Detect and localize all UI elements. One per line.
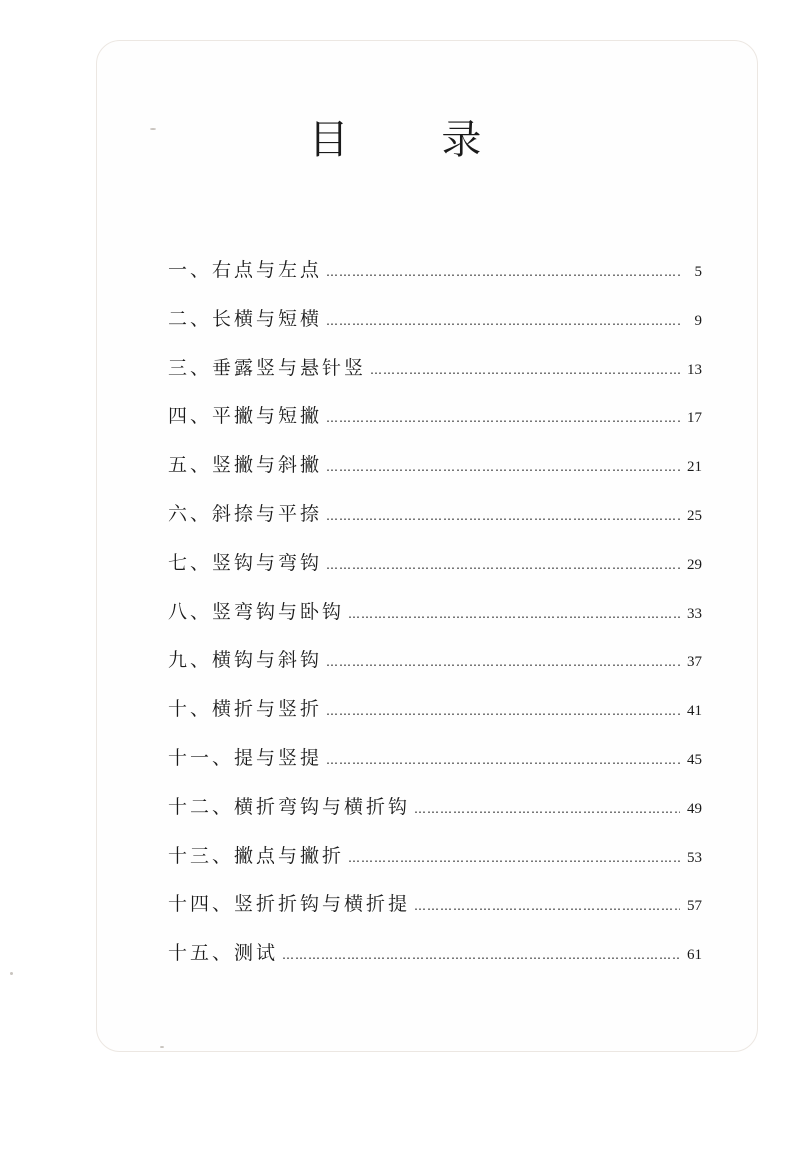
toc-entry-title: 斜捺与平捺 — [212, 502, 323, 525]
dot-leader — [326, 445, 680, 489]
toc-entry-title: 右点与左点 — [212, 259, 323, 281]
toc-entry[interactable] — [168, 931, 702, 980]
toc-entry-number: 一、 — [168, 259, 213, 281]
toc-entry-number: 八、 — [168, 600, 213, 623]
dot-leader — [414, 884, 680, 928]
toc-entry-number: 九、 — [168, 649, 213, 672]
dot-leader — [326, 299, 680, 343]
dot-leader — [370, 348, 680, 392]
toc-entry-page-number: 57 — [687, 898, 702, 915]
dot-leader — [326, 494, 680, 538]
toc-entry-page-number: 13 — [687, 361, 702, 378]
toc-entry-title: 竖撇与斜撇 — [212, 454, 323, 477]
toc-entry-title: 竖弯钩与卧钩 — [212, 600, 345, 623]
toc-entry[interactable] — [168, 785, 702, 834]
toc-entry[interactable] — [168, 736, 702, 785]
toc-entry-page-number: 45 — [687, 751, 702, 768]
toc-entry-title: 横折与竖折 — [212, 698, 323, 721]
toc-entry-page-number: 25 — [687, 507, 702, 524]
dot-leader — [326, 543, 680, 587]
page-title: 目 录 — [308, 117, 522, 163]
toc-entry-number: 七、 — [168, 551, 213, 574]
dot-leader — [326, 640, 680, 684]
toc-entry[interactable] — [168, 638, 702, 687]
toc-entry-page-number: 37 — [687, 654, 702, 671]
toc-entry-number: 二、 — [168, 307, 213, 330]
toc-entry-page-number: 29 — [687, 556, 702, 573]
toc-entry[interactable] — [168, 882, 702, 931]
dot-leader — [414, 787, 680, 831]
toc-entry-title: 垂露竖与悬针竖 — [212, 356, 367, 379]
toc-entry[interactable] — [168, 834, 702, 883]
toc-entry-page-number: 49 — [687, 800, 702, 817]
toc-entry-title: 横钩与斜钩 — [212, 649, 323, 672]
dot-leader — [326, 396, 680, 440]
toc-entry-title: 长横与短横 — [212, 307, 323, 330]
toc-entry[interactable] — [168, 443, 702, 492]
toc-entry-page-number: 17 — [687, 410, 702, 427]
dot-leader — [348, 592, 680, 636]
toc-entry[interactable] — [168, 297, 702, 346]
dot-leader — [348, 836, 680, 880]
scan-speck — [160, 1046, 164, 1048]
toc-entry-title: 撇点与撇折 — [234, 844, 345, 867]
toc-entry-title: 平撇与短撇 — [212, 405, 323, 428]
toc-entry-title: 竖钩与弯钩 — [212, 551, 323, 574]
toc-entry-page-number: 61 — [687, 947, 702, 964]
dot-leader — [326, 689, 680, 733]
toc-entry-title: 测试 — [234, 942, 279, 965]
toc-entry-number: 十二、 — [168, 795, 235, 818]
dot-leader — [326, 738, 680, 782]
toc-entry-number: 十三、 — [168, 844, 235, 867]
toc-entry-page-number: 33 — [687, 605, 702, 622]
toc-entry-number: 十、 — [168, 698, 213, 721]
toc-entry-page-number: 41 — [687, 703, 702, 720]
toc-entry-number: 十五、 — [168, 942, 235, 965]
toc-entry-title: 提与竖提 — [234, 746, 323, 769]
toc-entry-number: 三、 — [168, 356, 213, 379]
toc-entry[interactable] — [168, 541, 702, 590]
toc-entry-title: 竖折折钩与横折提 — [234, 893, 411, 916]
scan-speck — [10, 972, 13, 975]
toc-entry[interactable] — [168, 394, 702, 443]
toc-entry-page-number: 9 — [694, 312, 702, 329]
toc-entry[interactable] — [168, 248, 702, 297]
toc-entry-number: 十一、 — [168, 746, 235, 769]
toc-entry-page-number: 53 — [687, 849, 702, 866]
table-of-contents — [168, 248, 702, 980]
toc-entry-number: 四、 — [168, 405, 213, 428]
toc-entry-page-number: 5 — [694, 264, 702, 280]
toc-entry-title: 横折弯钩与横折钩 — [234, 795, 411, 818]
toc-entry-number: 十四、 — [168, 893, 235, 916]
toc-entry-page-number: 21 — [687, 459, 702, 476]
toc-entry[interactable] — [168, 492, 702, 541]
dot-leader — [282, 933, 680, 977]
toc-entry-number: 六、 — [168, 502, 213, 525]
toc-entry[interactable] — [168, 687, 702, 736]
toc-entry[interactable] — [168, 346, 702, 395]
toc-entry-number: 五、 — [168, 454, 213, 477]
toc-entry[interactable] — [168, 590, 702, 639]
dot-leader — [326, 250, 680, 294]
